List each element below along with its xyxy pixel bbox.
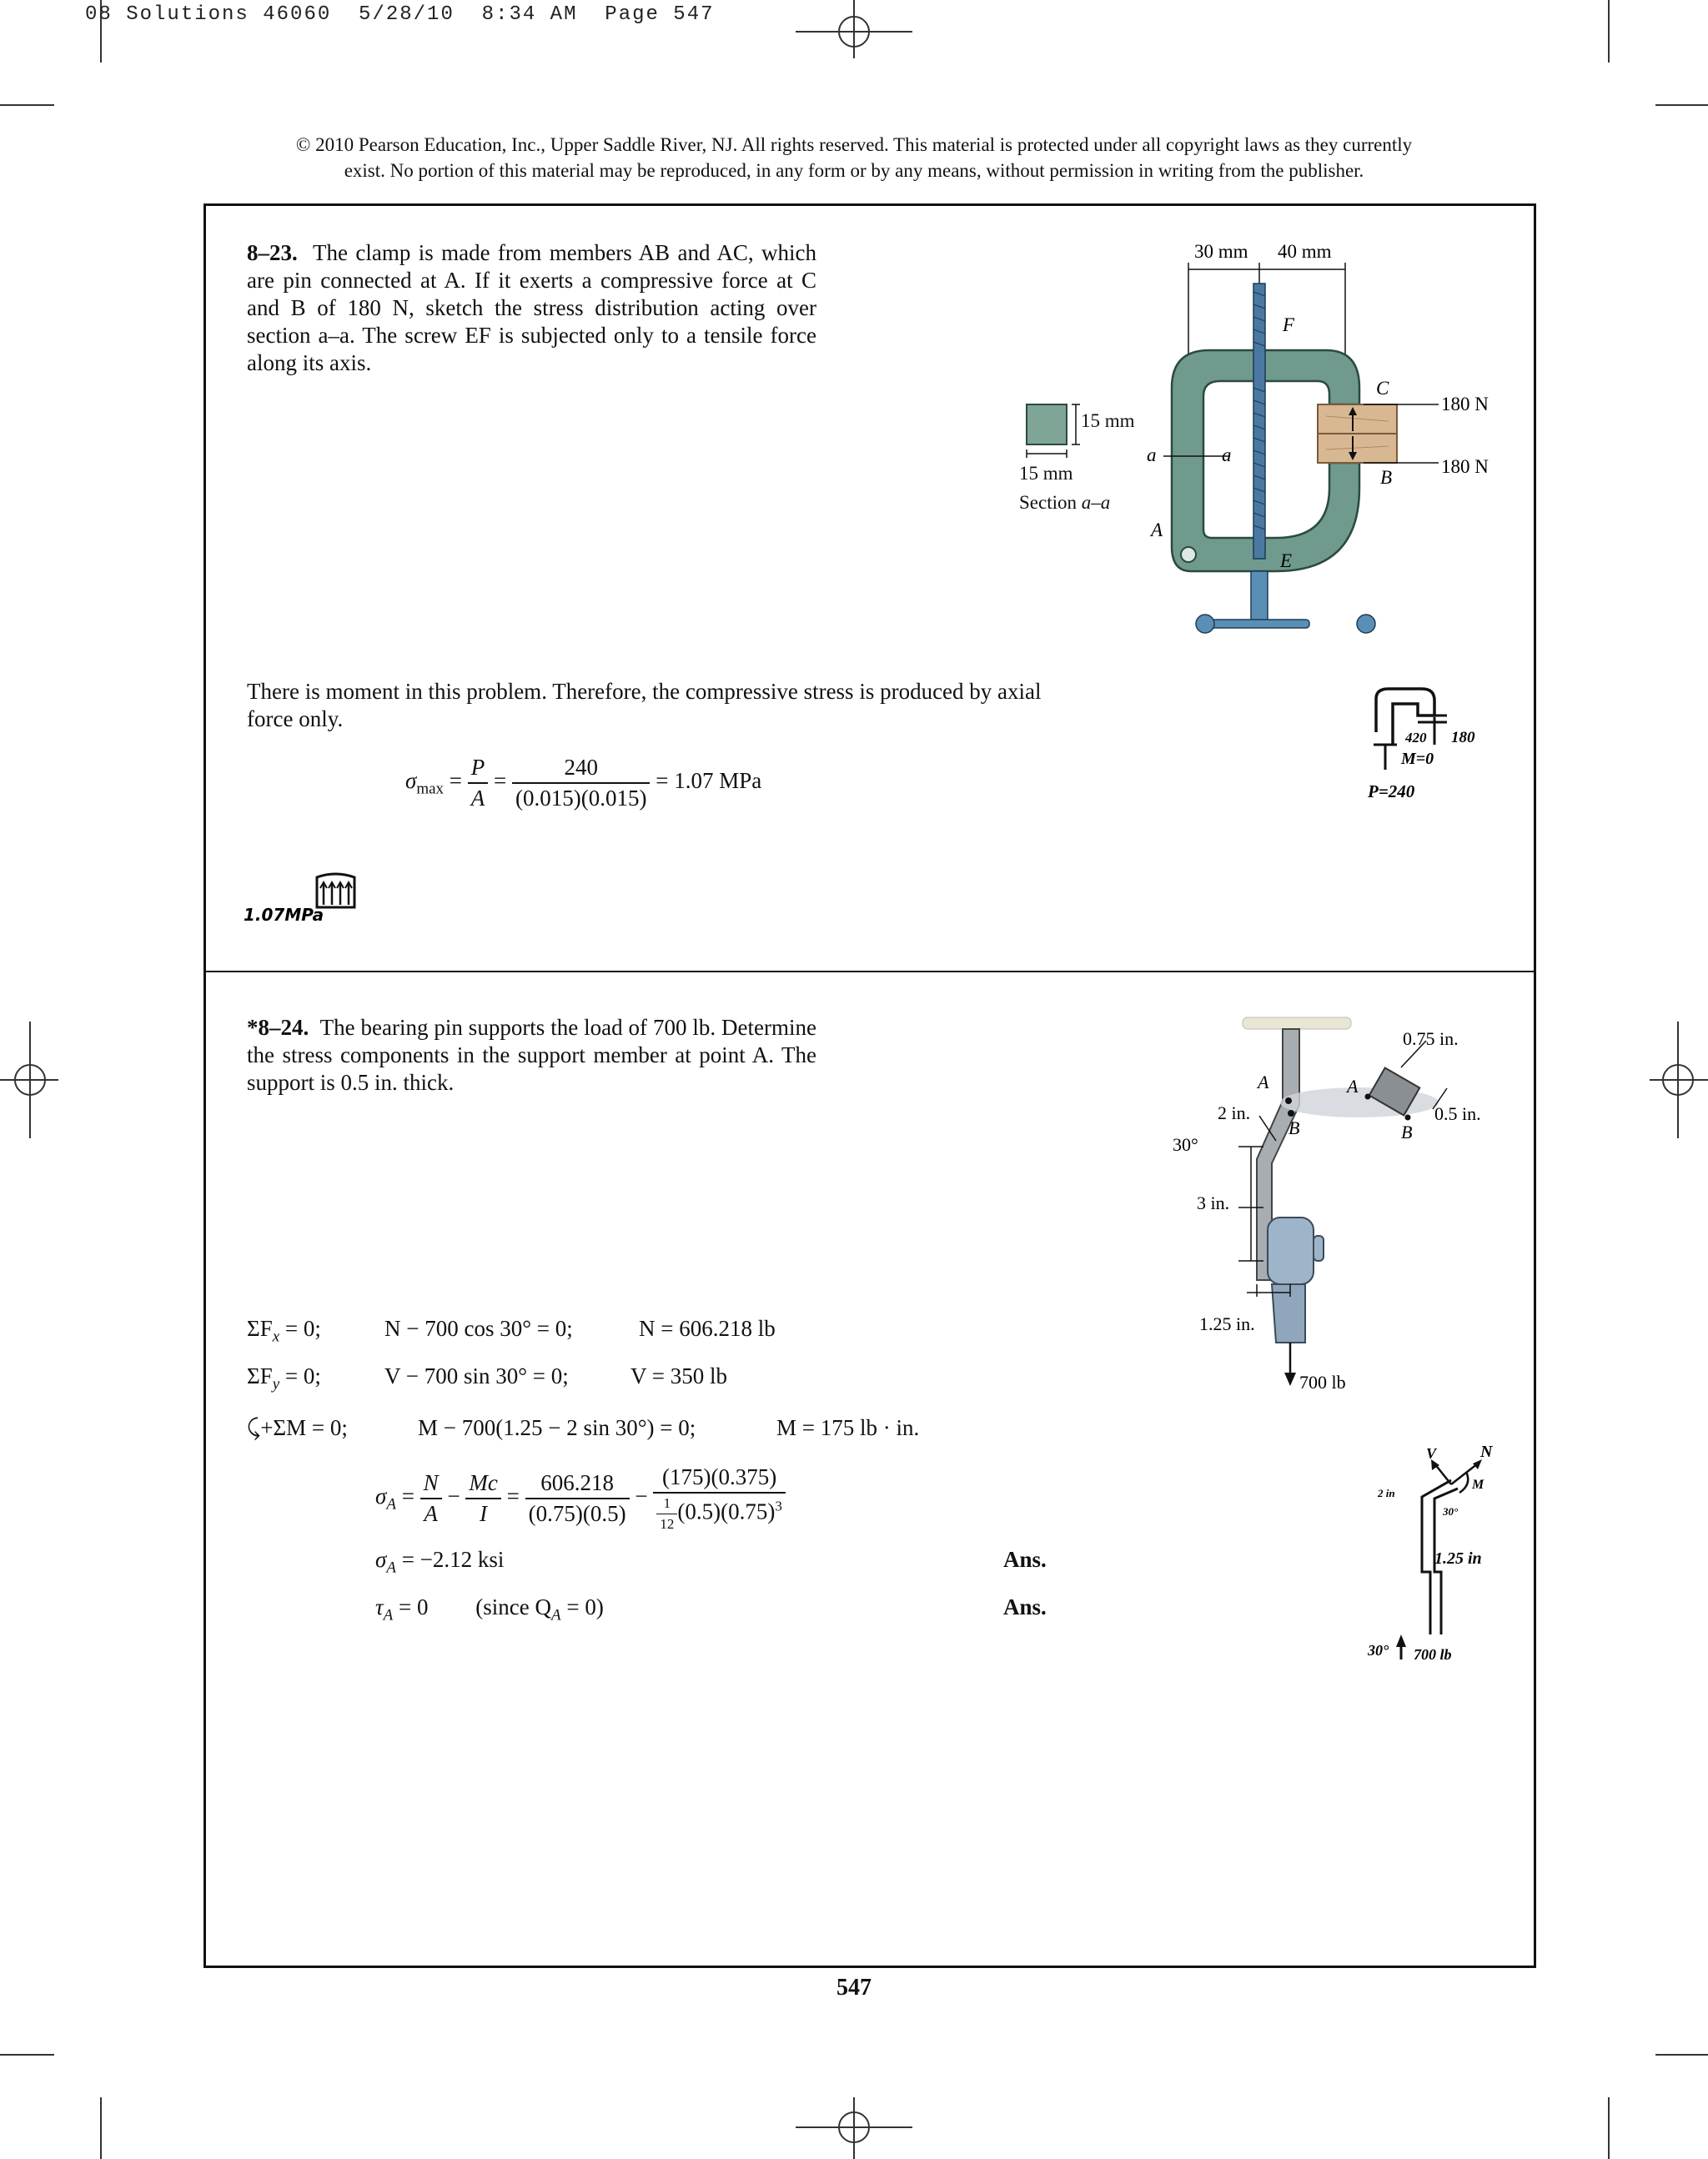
copyright-notice [0,132,1708,183]
eq-sign-2: = [494,768,507,794]
sigma-result: = 1.07 MPa [656,768,762,794]
ans2-since [475,1594,604,1624]
ans2-lhs: τ [375,1594,384,1619]
clamp-fbd-sketch [1355,682,1505,816]
eq1-c: N = 606.218 lb [639,1316,776,1341]
dim-05in: 0.5 in. [1434,1103,1481,1124]
page-number: 547 [836,1975,872,2001]
eq-sum-fx [247,1316,776,1346]
page-header: 08 Solutions 46060 5/28/10 8:34 AM Page 547 [85,3,715,26]
section-bottom-dim: 15 mm [1019,463,1073,484]
copyright-line-2: exist. No portion of this material may be reproduced, in any form or by any means, without permission in writing from the publisher. [344,160,1364,181]
eq4-N: N [420,1470,442,1499]
eq4-den2-rest: (0.5)(0.75) [677,1499,776,1524]
dim-2in: 2 in. [1218,1102,1251,1123]
label-a-left: a [1147,444,1157,465]
sigma-symbol: σ [405,768,417,794]
section-caption-prefix: Section [1019,492,1082,513]
ans2-since-end: = 0) [560,1594,604,1619]
problem-824-text: The bearing pin supports the load of 700 lb. Determine the stress components in the support member at point A. The support is 0.5 in. thick. [247,1015,816,1095]
load-700lb: 700 lb [1299,1372,1346,1393]
eq4-den1: (0.75)(0.5) [528,1501,626,1526]
sketch-angle: 30° [1443,1505,1459,1518]
eq-sum-fy [247,1363,727,1393]
eq4-num1: 606.218 [525,1470,630,1499]
crop-mark [1608,0,1610,63]
answer-tau-A [375,1594,604,1624]
A-var: A [470,786,485,811]
crop-mark [100,2097,102,2159]
ans2-rhs: = 0 [399,1594,429,1619]
registration-mark-bottom [796,2097,912,2159]
label-B: B [1380,467,1393,488]
eq4-den2-frac-den: 12 [660,1516,675,1532]
eq1-a: = 0; [284,1316,321,1341]
eq2-a: = 0; [284,1363,321,1388]
sketch-V: V [1426,1445,1437,1462]
eq4-minus-2: − [635,1484,648,1509]
dim-40mm: 40 mm [1278,241,1332,262]
label-A-fig: A [1258,1072,1269,1092]
force-top: 180 N [1441,394,1489,414]
frac-den: (0.015)(0.015) [515,786,647,811]
eq4-I: I [480,1501,488,1526]
dim-30mm: 30 mm [1194,241,1248,262]
eq3-b: M − 700(1.25 − 2 sin 30°) = 0; [418,1415,696,1440]
label-A-section: A [1347,1076,1359,1097]
dim-3in: 3 in. [1197,1192,1230,1213]
Mc-over-I [465,1470,500,1527]
sketch-180: 180 [1451,729,1475,746]
eq4-num2: (175)(0.375) [653,1464,785,1494]
eq4-minus: − [447,1484,460,1509]
sigma-sub: max [416,780,445,798]
P-var: P [468,755,489,784]
eq1-sub: x [272,1328,280,1346]
sketch-stress-label: 1.07MPa [244,905,324,925]
one-twelfth [656,1495,677,1533]
numeric-fraction [512,755,650,811]
ans2-since-text: (since Q [475,1594,551,1619]
eq1-b: N − 700 cos 30° = 0; [384,1316,573,1341]
eq2-b: V − 700 sin 30° = 0; [384,1363,569,1388]
eq4-eq: = [401,1484,414,1509]
registration-mark-right [1650,1022,1708,1138]
label-E: E [1280,550,1293,571]
eq1-lhs: ΣF [247,1316,273,1341]
eq2-sub: y [272,1375,280,1393]
problem-823-solution-text: There is moment in this problem. Therefore, the compressive stress is produced by axial force only. [247,679,1042,731]
stress-sketch-left [242,867,384,934]
problem-823-number: 8–23. [247,240,298,265]
bearing-fbd-sketch [1368,1443,1510,1672]
label-a-right: a [1222,444,1232,465]
problem-823-statement [247,239,816,377]
crop-mark [1608,2097,1610,2159]
force-bottom: 180 N [1441,456,1489,477]
section-caption [1019,492,1110,514]
crop-mark [1655,104,1708,106]
problem-divider [203,971,1536,972]
sketch-125: 1.25 in [1434,1549,1482,1568]
sigma-A-formula [375,1464,786,1533]
crop-mark [0,2054,54,2056]
problem-824-statement [247,1014,816,1097]
ans1-label: Ans. [1003,1547,1047,1572]
ans1-rhs: = −2.12 ksi [401,1547,505,1572]
eq4-A: A [424,1501,438,1526]
bearing-pin-figure [1159,1009,1551,1393]
N-over-A [420,1470,442,1527]
label-B-section: B [1401,1122,1413,1142]
sketch-P240: P=240 [1368,781,1415,801]
section-caption-name: a–a [1081,492,1111,513]
ans2-since-sub: A [550,1606,561,1624]
crop-mark [1655,2054,1708,2056]
sigma-max-equation [405,755,761,811]
label-F: F [1283,314,1295,335]
registration-mark-top [796,0,912,67]
ans2-sub: A [383,1606,394,1624]
label-B-fig: B [1289,1117,1300,1138]
eq2-lhs: ΣF [247,1363,273,1388]
eq-sign: = [449,768,463,794]
ans2-label: Ans. [1003,1594,1047,1619]
eq3-lhs: ⤹+ΣM = 0; [247,1415,348,1440]
eq4-den2-frac-num: 1 [656,1495,677,1514]
dim-125in: 1.25 in. [1199,1313,1255,1334]
eq4-lhs: σ [375,1484,387,1509]
ans1-lhs: σ [375,1547,387,1572]
frac-num: 240 [512,755,650,784]
numeric-frac-2 [653,1464,785,1533]
P-over-A [468,755,489,811]
copyright-line-1: © 2010 Pearson Education, Inc., Upper Saddle River, NJ. All rights reserved. This material is protected under all copyright laws as they currently [295,134,1413,155]
problem-823-text: The clamp is made from members AB and AC, which are pin connected at A. If it exerts a compressive force at C and B of 180 N, sketch the stress distribution acting over section a–a. The screw EF is subjected only to a tensile force along its axis. [247,240,816,375]
ans1-sub: A [386,1559,396,1577]
numeric-frac-1 [525,1470,630,1527]
sketch-M: M [1472,1478,1484,1492]
sketch-M0: M=0 [1401,750,1434,768]
section-side-dim: 15 mm [1081,410,1135,431]
answer-sigma-A [375,1547,504,1577]
sketch-angle2: 30° [1368,1642,1389,1659]
eq-sum-m [247,1415,920,1442]
sketch-700lb: 700 lb [1414,1646,1452,1663]
eq4-sub: A [386,1495,396,1514]
eq2-c: V = 350 lb [630,1363,727,1388]
eq4-eq-2: = [506,1484,520,1509]
sketch-420: 420 [1405,730,1427,746]
eq3-c: M = 175 lb · in. [776,1415,920,1440]
crop-mark [0,104,54,106]
problem-824-number: *8–24. [247,1015,309,1040]
eq4-Mc: Mc [465,1470,500,1499]
angle-30: 30° [1173,1134,1198,1155]
label-C: C [1376,378,1389,399]
sketch-N: N [1480,1443,1493,1461]
eq4-den2-exp: 3 [775,1498,782,1514]
sketch-2in: 2 in [1378,1487,1395,1499]
registration-mark-left [0,1022,58,1138]
eq4-den2 [653,1494,785,1533]
dim-075in: 0.75 in. [1403,1028,1459,1049]
label-A: A [1151,520,1163,540]
